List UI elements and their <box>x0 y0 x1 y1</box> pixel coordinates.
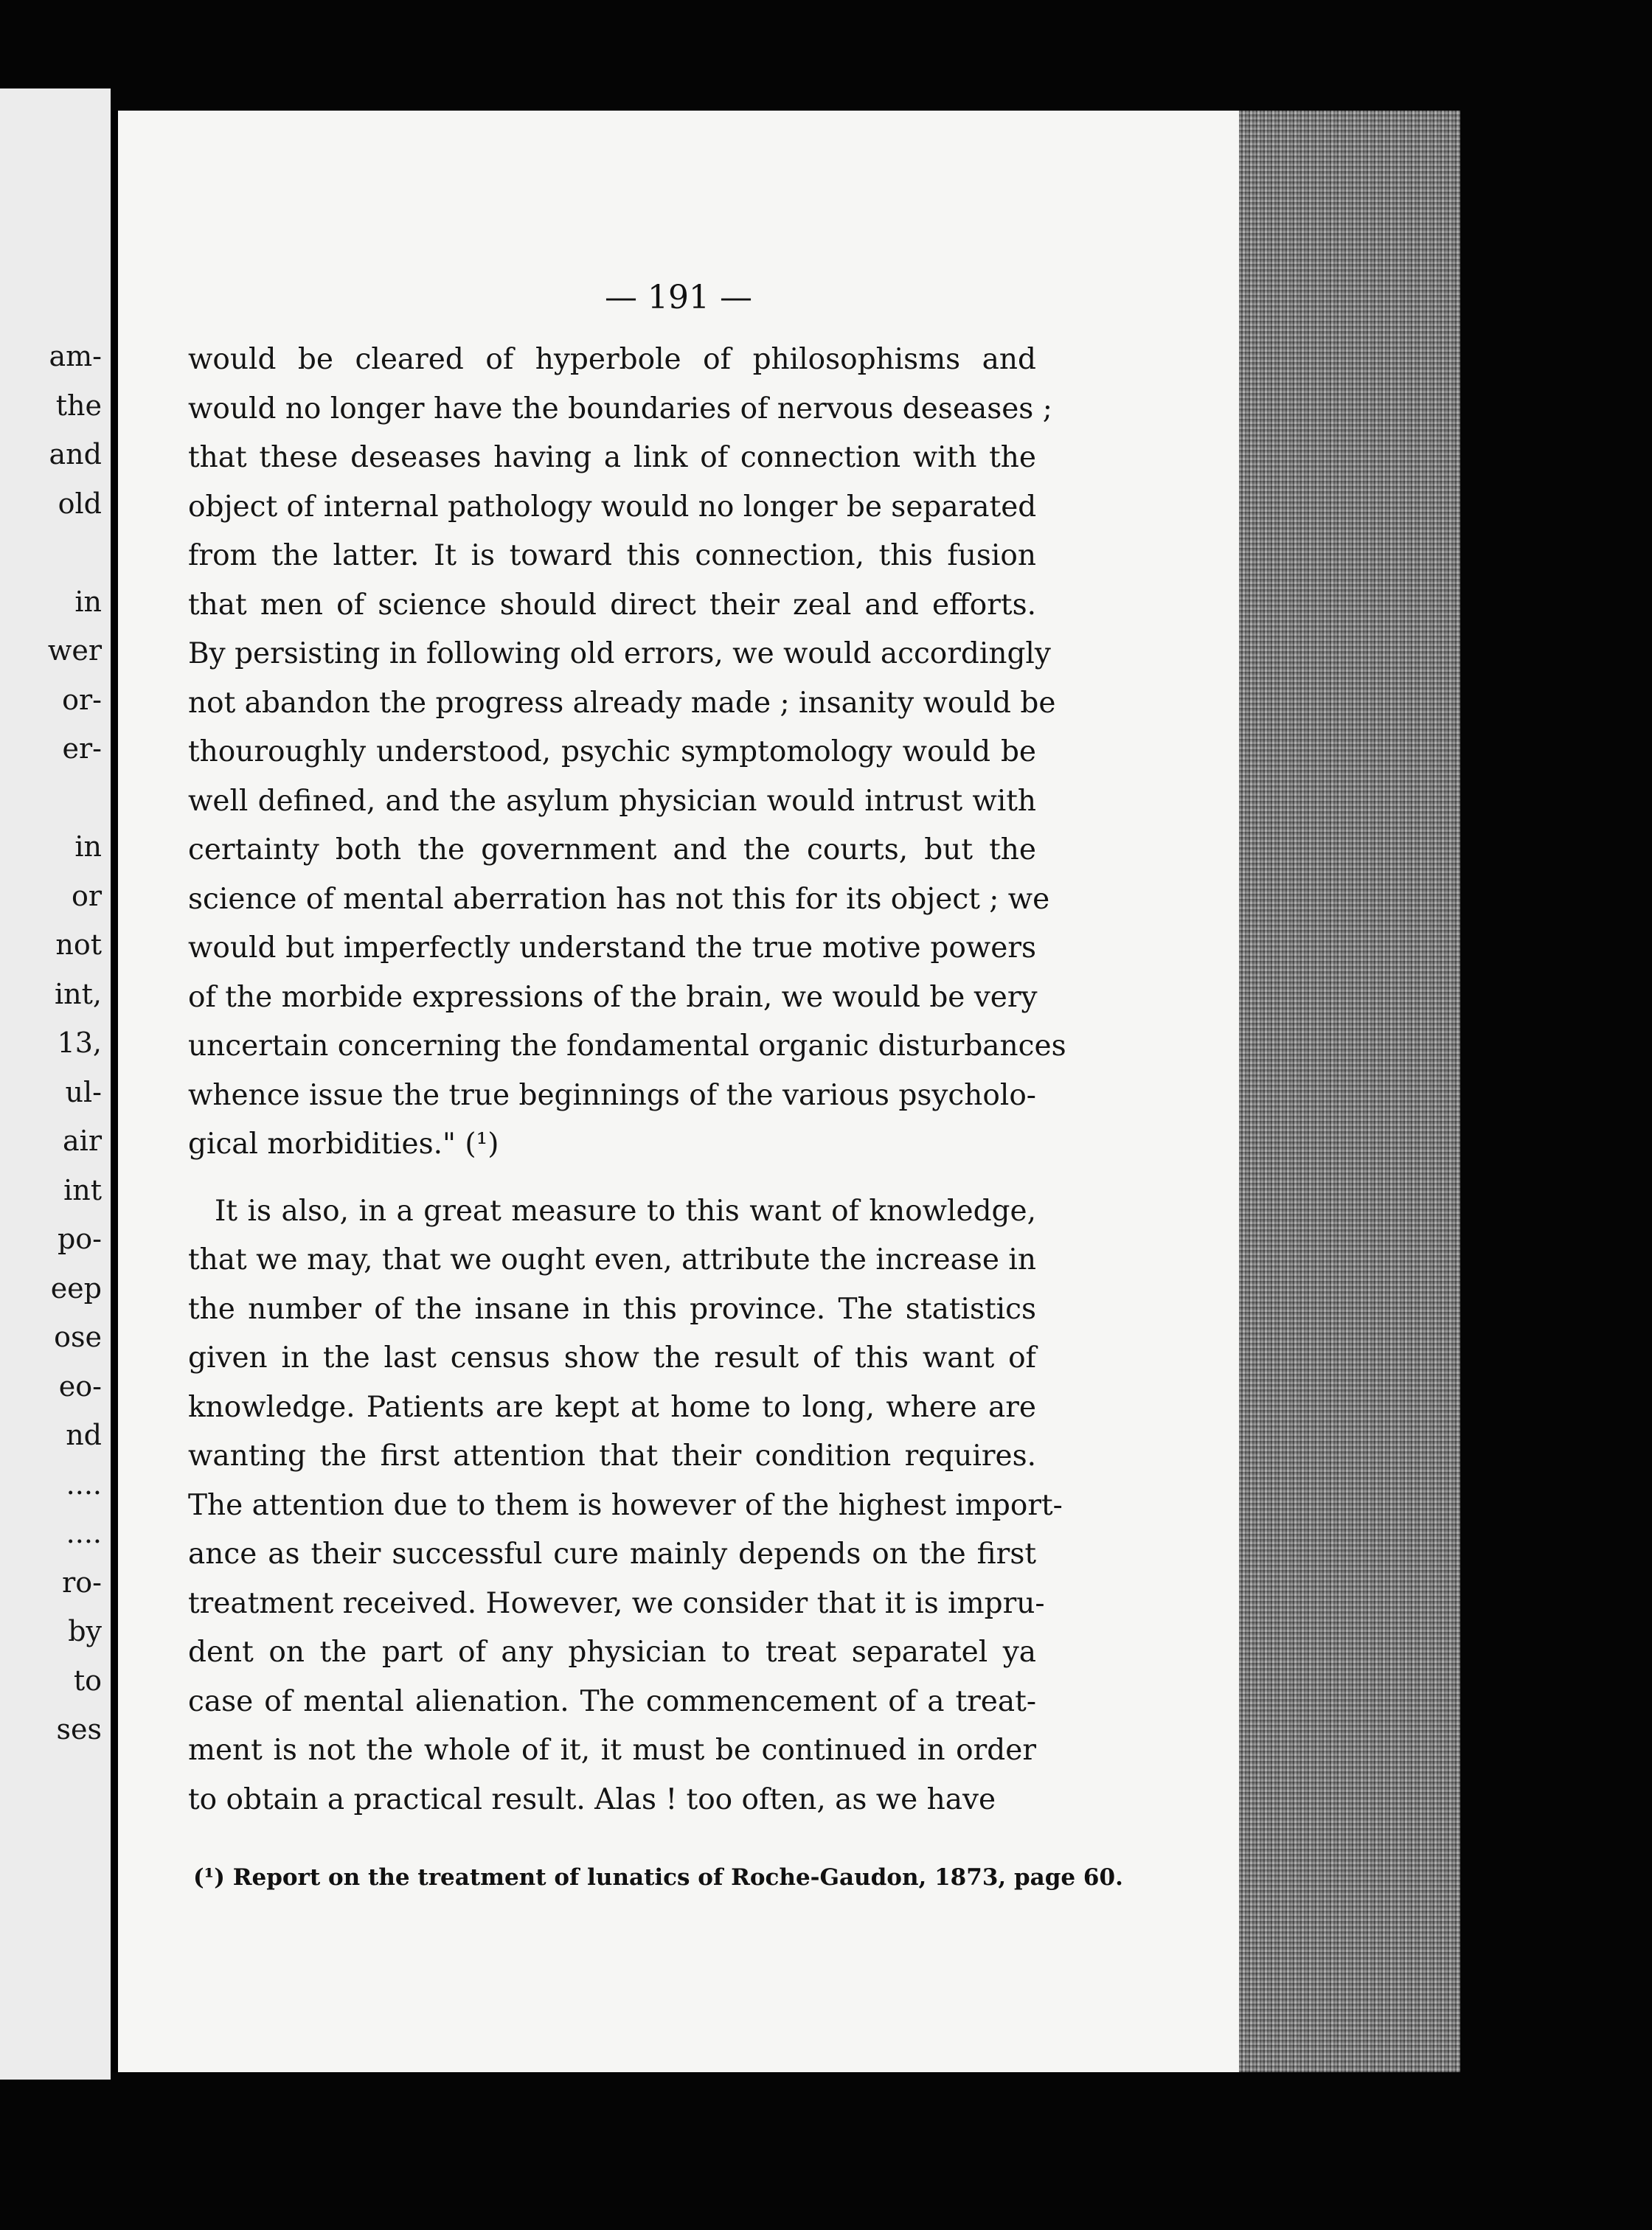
left-page-fragment: .... <box>66 1467 102 1501</box>
left-page-fragment: int <box>63 1173 102 1206</box>
text-line: would no longer have the boundaries of nervous deseases ; <box>188 392 1052 425</box>
left-page-fragment <box>48 528 102 577</box>
text-line: that these deseases having a link of connection with the <box>188 441 1036 474</box>
left-page-fragment: in <box>74 830 102 863</box>
text-line: object of internal pathology would no longer be separated <box>188 490 1037 524</box>
text-line: case of mental alienation. The commencement of a treat- <box>188 1684 1036 1718</box>
text-line: whence issue the true beginnings of the various psycholo- <box>188 1078 1036 1112</box>
text-line: given in the last census show the result of this want of <box>188 1341 1036 1375</box>
text-line: well defined, and the asylum physician would intrust with <box>188 784 1036 818</box>
page-stack-edge <box>1239 111 1460 2072</box>
text-line: from the latter. It is toward this connection, this fusion <box>188 539 1036 572</box>
text-line: The attention due to them is however of the highest import- <box>188 1488 1063 1522</box>
text-line: ment is not the whole of it, it must be continued in order <box>188 1734 1036 1767</box>
left-page-fragment: er- <box>62 732 102 765</box>
left-page-fragment: int, <box>55 977 102 1010</box>
text-line: thouroughly understood, psychic symptomology would be <box>188 735 1036 768</box>
text-line: would but imperfectly understand the true motive powers <box>188 931 1036 965</box>
text-line: treatment received. However, we consider that it is impru- <box>188 1586 1045 1620</box>
text-line: dent on the part of any physician to treat separatel ya <box>188 1636 1036 1669</box>
text-line: certainty both the government and the courts, but the <box>188 833 1036 866</box>
left-page-fragment: po- <box>57 1223 102 1255</box>
paragraph-1 <box>188 336 1066 1170</box>
text-line: knowledge. Patients are kept at home to long, where are <box>188 1390 1036 1424</box>
left-page-fragment: old <box>58 487 102 520</box>
text-line: to obtain a practical result. Alas ! too often, as we have <box>188 1782 996 1816</box>
left-page-text-fragments <box>48 332 102 1754</box>
left-page-fragment: 13, <box>57 1027 102 1059</box>
left-page-fragment: by <box>68 1615 102 1647</box>
left-page-fragment: not <box>55 928 102 961</box>
left-page-fragment: or <box>71 879 102 912</box>
text-line: would be cleared of hyperbole of philosophisms and <box>188 343 1036 376</box>
text-line: uncertain concerning the fondamental organic disturbances <box>188 1029 1066 1063</box>
text-line: gical morbidities." (¹) <box>188 1128 499 1161</box>
text-line: the number of the insane in this province. The statistics <box>188 1292 1036 1326</box>
left-page-fragment: ose <box>54 1321 102 1353</box>
paragraph-2 <box>188 1187 1063 1825</box>
page-number: — 191 — <box>605 279 752 316</box>
left-page-fragment: nd <box>66 1419 102 1451</box>
text-line: ance as their successful cure mainly depends on the first <box>188 1538 1036 1571</box>
left-page-fragment: wer <box>47 634 102 667</box>
left-page-fragment: ses <box>56 1713 102 1746</box>
left-page-fragment: .... <box>66 1517 102 1549</box>
left-page-fragment: air <box>63 1125 102 1157</box>
body-text <box>188 336 1066 1824</box>
text-line: It is also, in a great measure to this want of knowledge, <box>215 1194 1036 1228</box>
left-page-fragment: ro- <box>62 1566 102 1599</box>
text-line: that we may, that we ought even, attribute the increase in <box>188 1243 1036 1276</box>
text-line: that men of science should direct their zeal and efforts. <box>188 588 1036 622</box>
left-page-fragment: am- <box>49 340 102 372</box>
left-page-edge <box>0 88 111 2080</box>
left-page-fragment <box>48 774 102 823</box>
left-page-fragment: ul- <box>65 1075 102 1108</box>
left-page-fragment: the <box>55 389 102 422</box>
left-page-fragment: or- <box>62 683 102 716</box>
footnote: (¹) Report on the treatment of lunatics of Roche-Gaudon, 1873, page 60. <box>193 1864 1123 1891</box>
text-line: science of mental aberration has not this for its object ; we <box>188 882 1050 916</box>
text-line: not abandon the progress already made ; insanity would be <box>188 686 1056 720</box>
left-page-fragment: and <box>49 438 102 470</box>
left-page-fragment: eo- <box>58 1369 102 1403</box>
text-line: of the morbide expressions of the brain, we would be very <box>188 980 1038 1014</box>
left-page-fragment: to <box>73 1664 102 1697</box>
text-line: By persisting in following old errors, we would accordingly <box>188 637 1051 670</box>
text-line: wanting the first attention that their condition requires. <box>188 1439 1036 1473</box>
left-page-fragment: eep <box>50 1271 102 1305</box>
left-page-fragment: in <box>74 585 102 618</box>
